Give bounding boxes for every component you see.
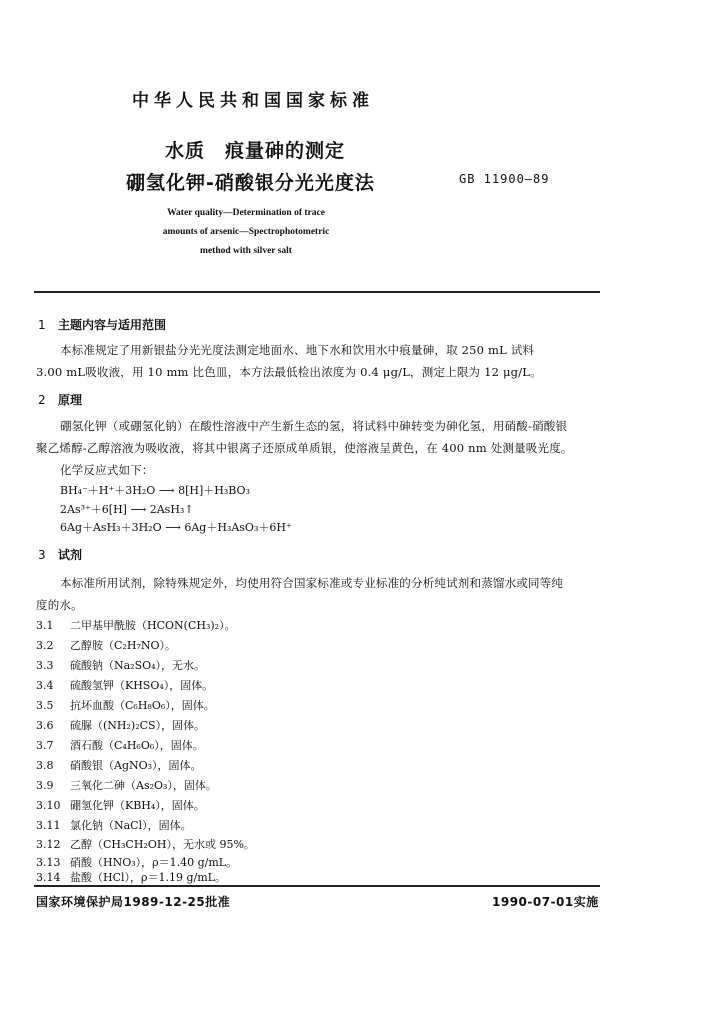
reagent-item <box>36 637 176 653</box>
reagent-text: 乙醇（CH₃CH₂OH），无水或 95%。 <box>70 838 255 851</box>
national-standard-label: 中华人民共和国国家标准 <box>132 91 374 111</box>
reagent-text: 硫酸钠（Na₂SO₄），无水。 <box>70 659 206 672</box>
english-title-line3: method with silver salt <box>200 246 292 256</box>
reagent-number: 3.7 <box>36 739 54 752</box>
standard-title-line1: 水质 痕量砷的测定 <box>165 140 346 162</box>
reagent-item <box>36 817 192 833</box>
reagent-item <box>36 854 237 870</box>
section2-para-line1: 硼氢化钾（或硼氢化钠）在酸性溶液中产生新生态的氢，将试料中砷转变为砷化氢，用硝酸-硝酸银 <box>60 419 568 433</box>
reagent-number: 3.14 <box>36 871 61 884</box>
english-title-line2: amounts of arsenic—Spectrophotometric <box>162 227 330 237</box>
bottom-divider <box>34 885 600 887</box>
reagent-number: 3.2 <box>36 639 54 652</box>
section1-number: 1 <box>38 318 46 332</box>
footer-implementation: 1990-07-01实施 <box>492 895 599 909</box>
standard-code: GB 11900—89 <box>459 172 550 186</box>
reaction-equation-3: 6Ag＋AsH₃＋3H₂O ⟶ 6Ag＋H₃AsO₃＋6H⁺ <box>60 521 292 534</box>
reagent-number: 3.8 <box>36 759 54 772</box>
reagent-item <box>36 757 202 773</box>
reagent-text: 二甲基甲酰胺（HCON(CH₃)₂）。 <box>70 619 236 632</box>
section3-number: 3 <box>38 548 46 562</box>
top-divider <box>34 291 600 293</box>
reagent-text: 抗坏血酸（C₆H₈O₆），固体。 <box>70 699 215 712</box>
reagent-text: 乙醇胺（C₂H₇NO）。 <box>70 639 176 652</box>
reagent-text: 硼氢化钾（KBH₄），固体。 <box>70 799 205 812</box>
section2-heading <box>38 391 82 408</box>
standard-title-line2: 硼氢化钾-硝酸银分光光度法 <box>126 172 375 194</box>
reagent-item <box>36 697 215 713</box>
section1-para-line2: 3.00 mL吸收液，用 10 mm 比色皿，本方法最低检出浓度为 0.4 μg/L，测定上限为 12 μg/L。 <box>36 365 542 379</box>
reagent-text: 硫脲（(NH₂)₂CS），固体。 <box>70 719 206 732</box>
english-title-line1: Water quality—Determination of trace <box>167 208 325 218</box>
section1-para-line1: 本标准规定了用新银盐分光光度法测定地面水、地下水和饮用水中痕量砷，取 250 mL 试料 <box>60 343 535 357</box>
reagent-text: 盐酸（HCl），ρ＝1.19 g/mL。 <box>70 871 226 884</box>
reaction-equation-1: BH₄⁻＋H⁺＋3H₂O ⟶ 8[H]＋H₃BO₃ <box>60 484 250 497</box>
reagent-text: 硫酸氢钾（KHSO₄），固体。 <box>70 679 214 692</box>
reagent-text: 三氧化二砷（As₂O₃），固体。 <box>70 779 217 792</box>
section2-number: 2 <box>38 393 46 407</box>
reagent-number: 3.5 <box>36 699 54 712</box>
section1-title: 主题内容与适用范围 <box>58 318 167 332</box>
reagent-text: 酒石酸（C₄H₆O₆），固体。 <box>70 739 204 752</box>
reagent-number: 3.12 <box>36 838 61 851</box>
reagent-item <box>36 717 205 733</box>
reagent-item <box>36 777 217 793</box>
reagent-text: 硝酸（HNO₃），ρ＝1.40 g/mL。 <box>70 856 238 869</box>
reagent-text: 氯化钠（NaCl），固体。 <box>70 819 192 832</box>
reaction-equation-2: 2As³⁺＋6[H] ⟶ 2AsH₃↑ <box>60 503 194 516</box>
reagent-item <box>36 797 205 813</box>
reagent-item <box>36 617 236 633</box>
reagent-item <box>36 836 255 852</box>
reagent-number: 3.6 <box>36 719 54 732</box>
reagent-text: 硝酸银（AgNO₃），固体。 <box>70 759 202 772</box>
section3-title: 试剂 <box>58 548 83 562</box>
footer-approval: 国家环境保护局1989-12-25批准 <box>36 895 231 909</box>
reaction-intro: 化学反应式如下： <box>60 463 154 477</box>
reagent-item <box>36 737 204 753</box>
reagent-item <box>36 677 213 693</box>
reagent-item <box>36 869 226 885</box>
reagent-number: 3.1 <box>36 619 54 632</box>
section1-heading <box>38 316 166 333</box>
section3-heading <box>38 546 82 563</box>
section3-para-line2: 度的水。 <box>36 598 83 612</box>
reagent-number: 3.11 <box>36 819 61 832</box>
reagent-number: 3.9 <box>36 779 54 792</box>
section2-para-line2: 聚乙烯醇-乙醇溶液为吸收液，将其中银离子还原成单质银，使溶液呈黄色，在 400 nm 处测量吸光度。 <box>36 441 573 455</box>
reagent-number: 3.13 <box>36 856 61 869</box>
section3-para-line1: 本标准所用试剂，除特殊规定外，均使用符合国家标准或专业标准的分析纯试剂和蒸馏水或同等纯 <box>60 576 564 590</box>
section2-title: 原理 <box>58 393 83 407</box>
reagent-number: 3.10 <box>36 799 61 812</box>
reagent-number: 3.4 <box>36 679 54 692</box>
reagent-item <box>36 657 205 673</box>
reagent-number: 3.3 <box>36 659 54 672</box>
